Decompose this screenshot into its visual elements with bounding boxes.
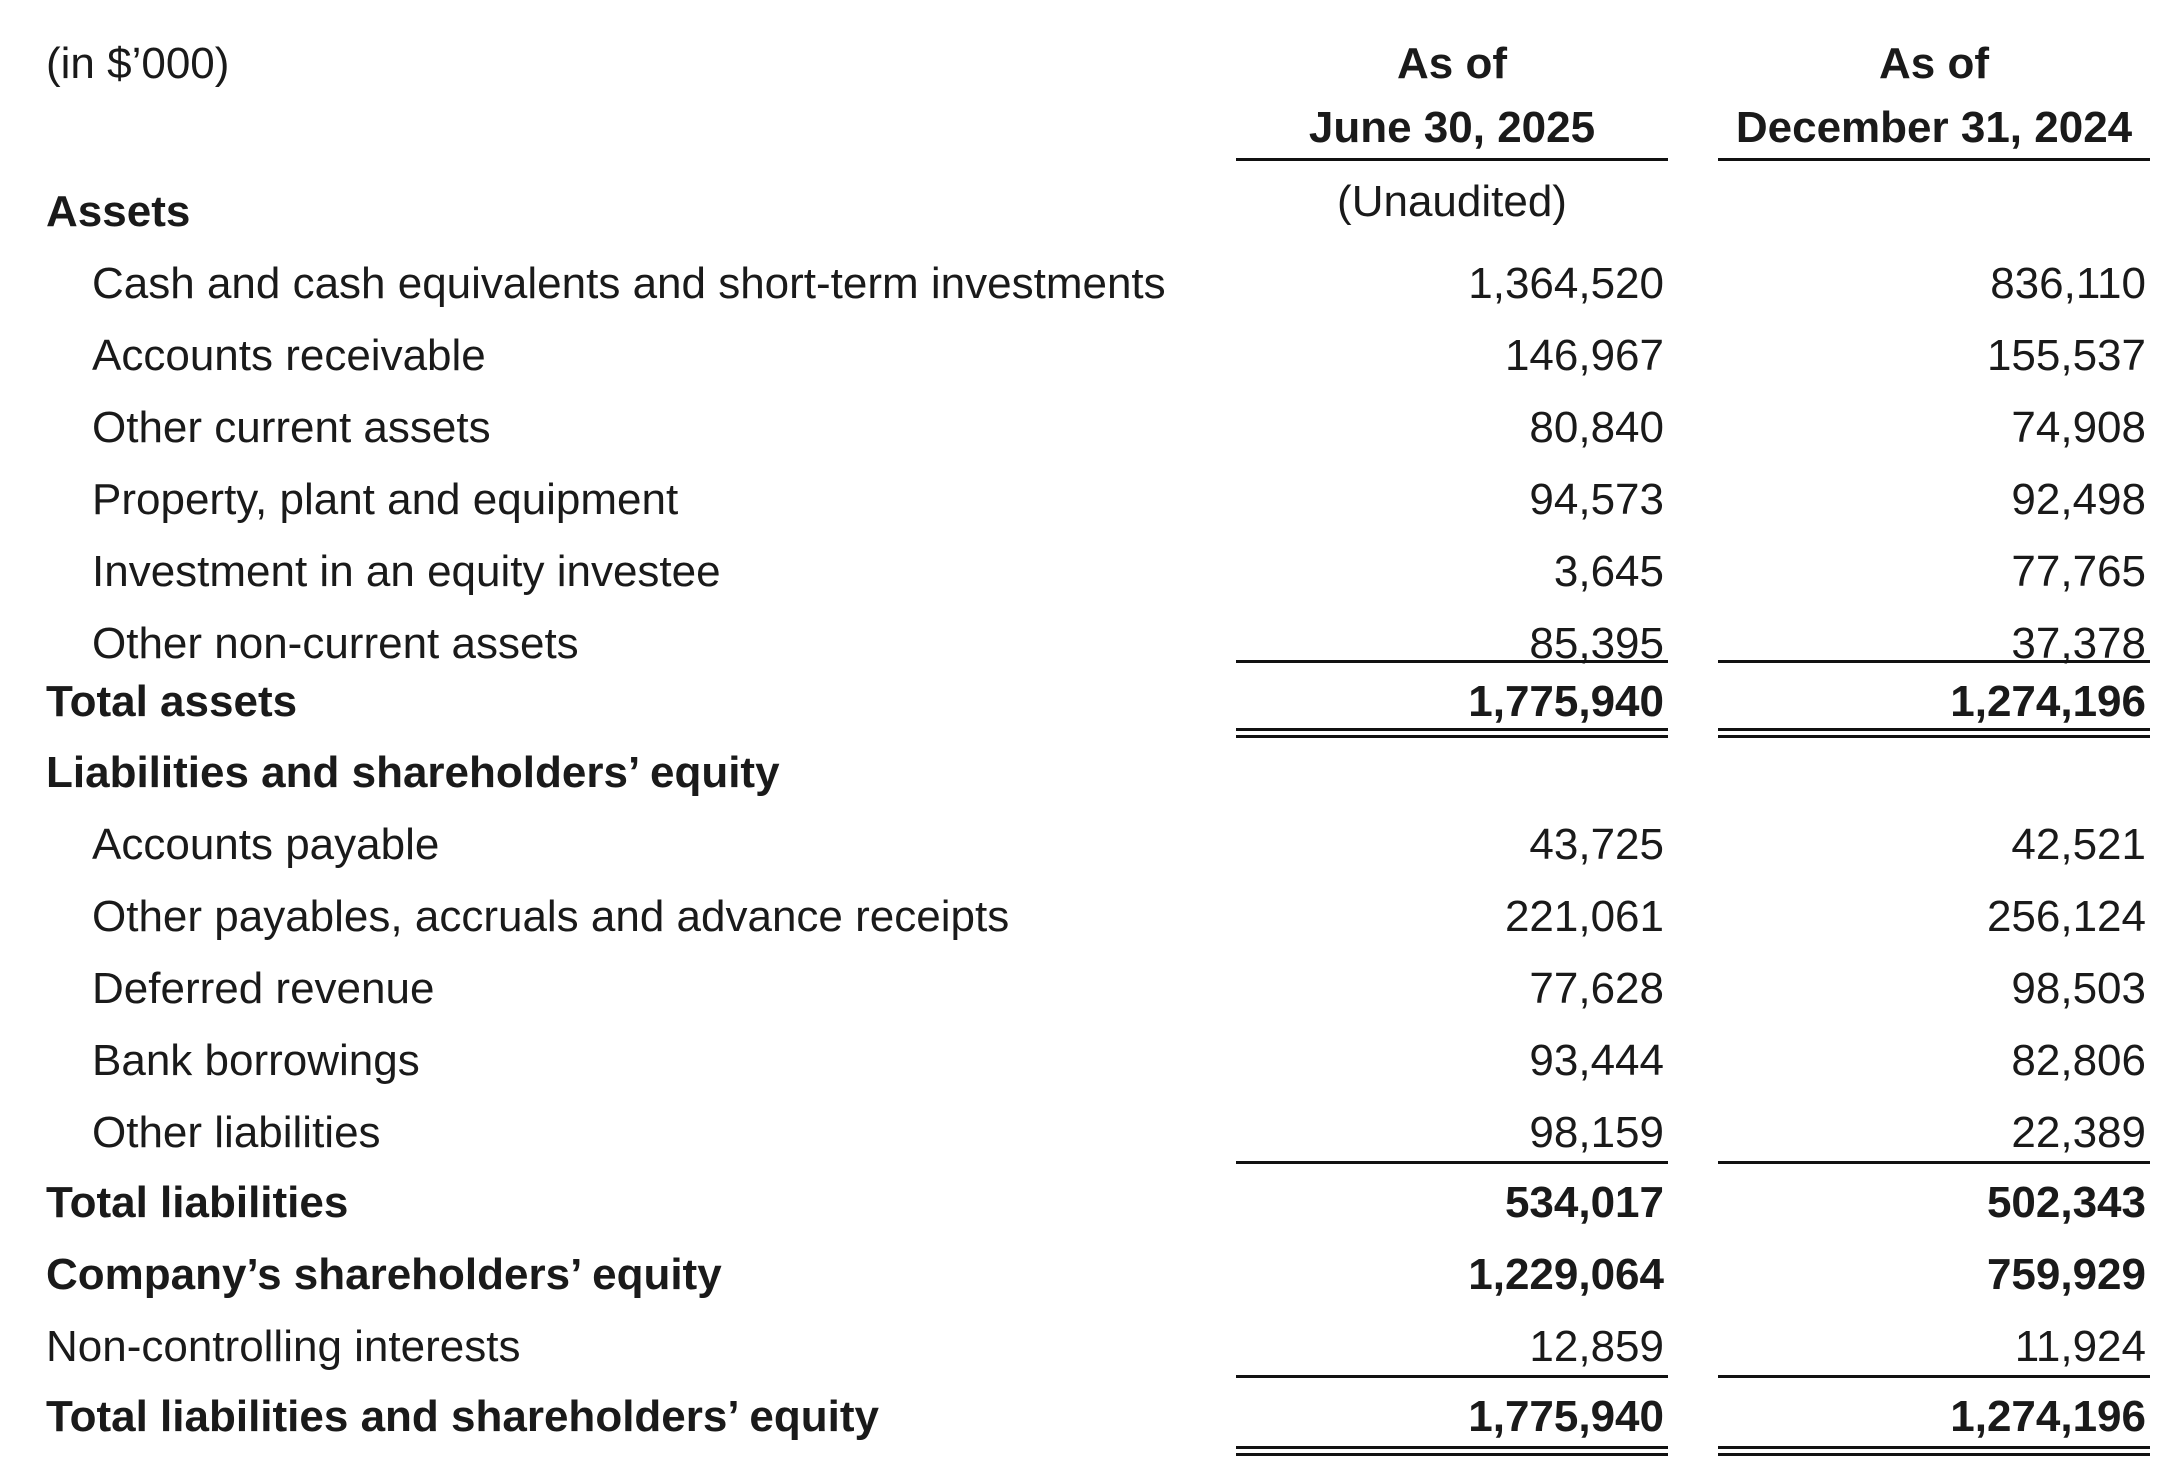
value-june-2025: 93,444: [1529, 1036, 1664, 1085]
subtotal-rule: [1718, 1161, 2150, 1164]
value-december-2024: 37,378: [2011, 619, 2146, 668]
table-row: [0, 320, 2180, 392]
row-label: Total liabilities and shareholders’ equity: [46, 1392, 879, 1441]
table-row: [0, 464, 2180, 536]
value-june-2025: 94,573: [1529, 475, 1664, 524]
row-label: Accounts receivable: [92, 331, 486, 380]
value-june-2025: 1,775,940: [1468, 1392, 1664, 1441]
value-december-2024: 74,908: [2011, 403, 2146, 452]
row-label: Other payables, accruals and advance receipts: [92, 892, 1010, 941]
value-december-2024: 92,498: [2011, 475, 2146, 524]
total-double-rule: [1236, 1446, 1668, 1456]
column-header-line1: As of: [1397, 39, 1507, 88]
value-june-2025: 43,725: [1529, 820, 1664, 869]
table-row: [0, 536, 2180, 608]
value-december-2024: 22,389: [2011, 1108, 2146, 1157]
value-december-2024: 836,110: [1990, 259, 2146, 308]
table-row: [0, 1025, 2180, 1097]
table-row: [0, 953, 2180, 1025]
row-label: Non-controlling interests: [46, 1322, 521, 1371]
table-row: [0, 1097, 2180, 1169]
row-label: Other current assets: [92, 403, 491, 452]
value-december-2024: 1,274,196: [1950, 1392, 2146, 1441]
row-label: Liabilities and shareholders’ equity: [46, 748, 780, 797]
header-underline: [1718, 158, 2150, 161]
value-december-2024: 155,537: [1986, 331, 2146, 380]
value-june-2025: 77,628: [1529, 964, 1664, 1013]
row-label: Accounts payable: [92, 820, 440, 869]
value-june-2025: 1,229,064: [1468, 1250, 1664, 1299]
value-june-2025: 12,859: [1529, 1322, 1664, 1371]
value-december-2024: 77,765: [2011, 547, 2146, 596]
table-row: [0, 248, 2180, 320]
column-header-line2: December 31, 2024: [1735, 103, 2133, 152]
value-june-2025: 146,967: [1504, 331, 1664, 380]
row-label: Bank borrowings: [92, 1036, 420, 1085]
value-june-2025: 80,840: [1529, 403, 1664, 452]
unit-label: (in $’000): [46, 39, 230, 88]
value-june-2025: 85,395: [1529, 619, 1664, 668]
value-december-2024: 502,343: [1986, 1178, 2146, 1227]
row-label: Assets: [46, 187, 191, 236]
row-label: Company’s shareholders’ equity: [46, 1250, 722, 1299]
value-june-2025: 534,017: [1504, 1178, 1664, 1227]
subtotal-rule: [1236, 1375, 1668, 1378]
value-december-2024: 42,521: [2011, 820, 2146, 869]
row-label: Investment in an equity investee: [92, 547, 721, 596]
value-june-2025: 221,061: [1504, 892, 1664, 941]
table-row: [0, 881, 2180, 953]
column-header-line1: As of: [1879, 39, 1989, 88]
total-row-liabilities: [0, 1167, 2180, 1239]
row-label: Cash and cash equivalents and short-term investments: [92, 259, 1166, 308]
value-december-2024: 11,924: [2014, 1322, 2146, 1371]
section-heading-assets: [0, 176, 2180, 248]
row-label: Total liabilities: [46, 1178, 349, 1227]
value-june-2025: 3,645: [1553, 547, 1664, 596]
value-december-2024: 256,124: [1986, 892, 2146, 941]
subtotal-rule: [1236, 1161, 1668, 1164]
row-label: Other liabilities: [92, 1108, 381, 1157]
column-header-june-2025: [1236, 32, 1668, 160]
row-label: Other non-current assets: [92, 619, 579, 668]
subtotal-rule: [1718, 1375, 2150, 1378]
value-june-2025: 1,364,520: [1468, 259, 1664, 308]
total-row-liabilities-and-equity: [0, 1381, 2180, 1453]
table-row: [0, 1311, 2180, 1383]
section-heading-liabilities: [0, 737, 2180, 809]
row-label: Deferred revenue: [92, 964, 435, 1013]
row-label: Total assets: [46, 677, 298, 726]
subtotal-rule: [1236, 660, 1668, 663]
table-row: [0, 809, 2180, 881]
value-december-2024: 82,806: [2011, 1036, 2146, 1085]
subtotal-rule: [1718, 660, 2150, 663]
value-december-2024: 1,274,196: [1950, 677, 2146, 726]
column-header-december-2024: [1718, 32, 2150, 160]
total-double-rule: [1718, 1446, 2150, 1456]
value-december-2024: 98,503: [2011, 964, 2146, 1013]
table-row: [0, 392, 2180, 464]
value-december-2024: 759,929: [1986, 1250, 2146, 1299]
column-header-line2: June 30, 2025: [1308, 103, 1596, 152]
row-label: Property, plant and equipment: [92, 475, 679, 524]
header-underline: [1236, 158, 1668, 161]
total-row-company-equity: [0, 1239, 2180, 1311]
value-june-2025: 1,775,940: [1468, 677, 1664, 726]
value-june-2025: 98,159: [1529, 1108, 1664, 1157]
unaudited-note: (Unaudited): [1337, 177, 1567, 226]
